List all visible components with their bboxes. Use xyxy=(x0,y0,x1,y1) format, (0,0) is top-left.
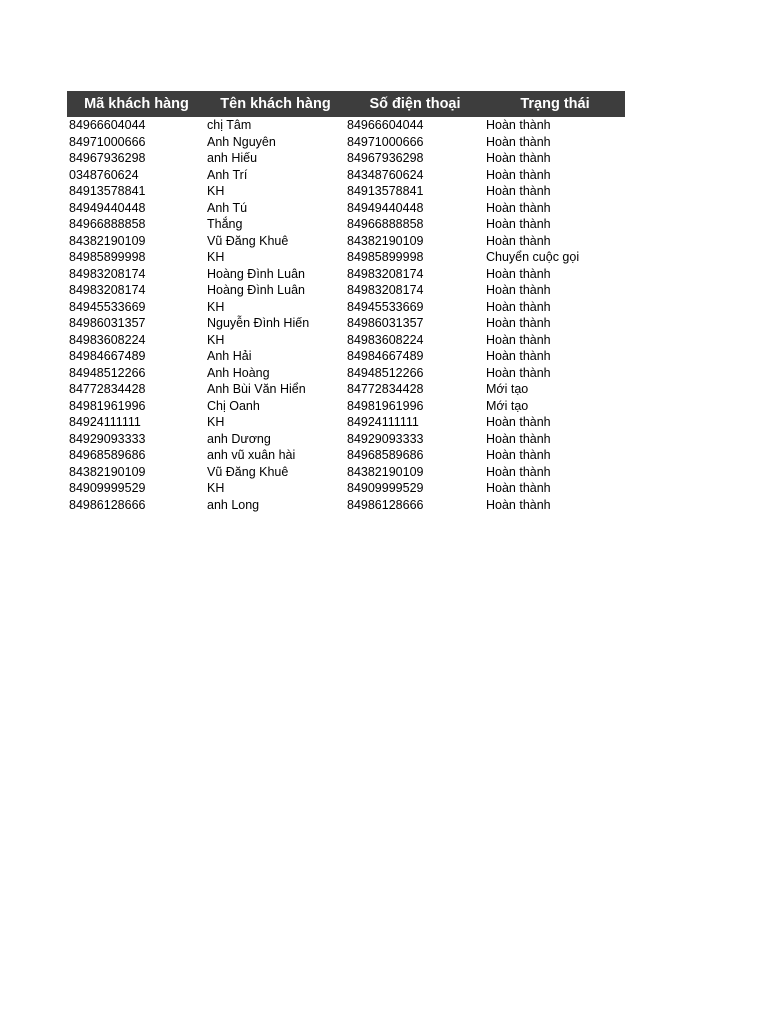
status-cell: Hoàn thành xyxy=(486,283,551,297)
customer-code-cell: 84945533669 xyxy=(69,299,146,314)
table-row xyxy=(67,183,625,200)
table-row xyxy=(67,365,625,382)
customer-code-cell: 84968589686 xyxy=(69,448,146,462)
customer-code-cell: 84967936298 xyxy=(69,151,146,165)
status-cell: Hoàn thành xyxy=(486,497,551,512)
phone-number-cell: 84382190109 xyxy=(347,464,424,479)
phone-number-cell: 84966888858 xyxy=(347,217,424,231)
customer-code-cell: 84981961996 xyxy=(69,398,146,413)
customer-code-cell: 84913578841 xyxy=(69,184,146,198)
customer-code-cell: 84949440448 xyxy=(69,200,146,215)
table-row xyxy=(67,200,625,217)
phone-number-cell: 84981961996 xyxy=(347,398,424,413)
phone-number-cell: 84967936298 xyxy=(347,151,424,165)
customer-code-cell: 84966604044 xyxy=(69,118,146,132)
table-row xyxy=(67,167,625,184)
customer-name-cell: KH xyxy=(207,415,225,429)
table-row xyxy=(67,381,625,398)
customer-name-cell: Anh Hoàng xyxy=(207,365,270,380)
table-row xyxy=(67,117,625,134)
phone-number-cell: 84382190109 xyxy=(347,233,424,248)
customer-name-cell: KH xyxy=(207,332,225,347)
customer-name-cell: Chị Oanh xyxy=(207,398,260,413)
customer-code-cell: 84909999529 xyxy=(69,481,146,495)
customer-code-cell: 84924111111 xyxy=(69,415,141,429)
customer-name-cell: Nguyễn Đình Hiến xyxy=(207,316,310,330)
status-cell: Hoàn thành xyxy=(486,200,551,215)
customer-code-cell: 84984667489 xyxy=(69,349,146,363)
status-cell: Hoàn thành xyxy=(486,349,551,363)
table-row xyxy=(67,249,625,266)
customer-name-cell: KH xyxy=(207,184,225,198)
customer-name-cell: KH xyxy=(207,481,225,495)
status-cell: Hoàn thành xyxy=(486,365,551,380)
customer-code-cell: 84382190109 xyxy=(69,464,146,479)
customer-name-cell: KH xyxy=(207,250,225,264)
customer-code-cell: 84986031357 xyxy=(69,316,146,330)
table-row xyxy=(67,266,625,283)
header-status: Trạng thái xyxy=(485,91,625,117)
phone-number-cell: 84971000666 xyxy=(347,134,424,149)
table-row xyxy=(67,332,625,349)
table-row xyxy=(67,497,625,514)
customer-code-cell: 84772834428 xyxy=(69,382,146,396)
customer-code-cell: 84983208174 xyxy=(69,283,146,297)
table-row xyxy=(67,216,625,233)
customer-code-cell: 84983208174 xyxy=(69,266,146,281)
table-row xyxy=(67,480,625,497)
customer-sheet xyxy=(67,91,625,513)
customer-code-cell: 84382190109 xyxy=(69,233,146,248)
customer-name-cell: Vũ Đăng Khuê xyxy=(207,233,289,248)
phone-number-cell: 84966604044 xyxy=(347,118,424,132)
status-cell: Hoàn thành xyxy=(486,134,551,149)
table-row xyxy=(67,414,625,431)
status-cell: Hoàn thành xyxy=(486,167,551,182)
table-row xyxy=(67,431,625,448)
customer-code-cell: 84986128666 xyxy=(69,497,146,512)
customer-name-cell: Anh Hải xyxy=(207,349,252,363)
header-customer-name: Tên khách hàng xyxy=(206,91,345,117)
status-cell: Hoàn thành xyxy=(486,481,551,495)
customer-code-cell: 84983608224 xyxy=(69,332,146,347)
phone-number-cell: 84924111111 xyxy=(347,415,419,429)
customer-code-cell: 84971000666 xyxy=(69,134,146,149)
phone-number-cell: 84913578841 xyxy=(347,184,424,198)
customer-name-cell: anh vũ xuân hài xyxy=(207,448,296,462)
status-cell: Hoàn thành xyxy=(486,217,551,231)
table-body xyxy=(67,117,625,513)
status-cell: Hoàn thành xyxy=(486,431,551,446)
table-row xyxy=(67,299,625,316)
phone-number-cell: 84984667489 xyxy=(347,349,424,363)
customer-code-cell: 84929093333 xyxy=(69,431,146,446)
customer-name-cell: Hoàng Đình Luân xyxy=(207,266,305,281)
customer-name-cell: Anh Nguyên xyxy=(207,134,276,149)
table-row xyxy=(67,447,625,464)
customer-code-cell: 84985899998 xyxy=(69,250,146,264)
status-cell: Hoàn thành xyxy=(486,464,551,479)
customer-name-cell: Anh Bùi Văn Hiển xyxy=(207,382,306,396)
phone-number-cell: 84772834428 xyxy=(347,382,424,396)
phone-number-cell: 84983608224 xyxy=(347,332,424,347)
table-row xyxy=(67,282,625,299)
customer-name-cell: chị Tâm xyxy=(207,118,252,132)
phone-number-cell: 84986128666 xyxy=(347,497,424,512)
customer-code-cell: 0348760624 xyxy=(69,167,139,182)
phone-number-cell: 84983208174 xyxy=(347,283,424,297)
table-row xyxy=(67,150,625,167)
phone-number-cell: 84949440448 xyxy=(347,200,424,215)
customer-code-cell: 84948512266 xyxy=(69,365,146,380)
status-cell: Hoàn thành xyxy=(486,448,551,462)
phone-number-cell: 84983208174 xyxy=(347,266,424,281)
table-row xyxy=(67,464,625,481)
status-cell: Hoàn thành xyxy=(486,266,551,281)
table-header xyxy=(67,91,625,117)
customer-code-cell: 84966888858 xyxy=(69,217,146,231)
customer-name-cell: Hoàng Đình Luân xyxy=(207,283,305,297)
status-cell: Hoàn thành xyxy=(486,233,551,248)
customer-name-cell: Vũ Đăng Khuê xyxy=(207,464,289,479)
header-phone-number: Số điện thoại xyxy=(345,91,485,117)
customer-name-cell: anh Dương xyxy=(207,431,271,446)
status-cell: Mới tạo xyxy=(486,382,529,396)
customer-name-cell: anh Hiếu xyxy=(207,151,258,165)
phone-number-cell: 84945533669 xyxy=(347,299,424,314)
status-cell: Chuyển cuộc gọi xyxy=(486,250,580,264)
phone-number-cell: 84348760624 xyxy=(347,167,424,182)
table-row xyxy=(67,134,625,151)
table-row xyxy=(67,233,625,250)
status-cell: Hoàn thành xyxy=(486,299,551,314)
status-cell: Hoàn thành xyxy=(486,332,551,347)
header-row xyxy=(67,91,625,117)
table-row xyxy=(67,315,625,332)
phone-number-cell: 84968589686 xyxy=(347,448,424,462)
status-cell: Hoàn thành xyxy=(486,316,551,330)
customer-table xyxy=(67,91,625,513)
header-customer-code: Mã khách hàng xyxy=(67,91,206,117)
phone-number-cell: 84929093333 xyxy=(347,431,424,446)
phone-number-cell: 84948512266 xyxy=(347,365,424,380)
phone-number-cell: 84909999529 xyxy=(347,481,424,495)
customer-name-cell: Anh Trí xyxy=(207,167,248,182)
status-cell: Mới tạo xyxy=(486,398,529,413)
status-cell: Hoàn thành xyxy=(486,118,551,132)
customer-name-cell: Thắng xyxy=(207,217,243,231)
table-row xyxy=(67,398,625,415)
table-row xyxy=(67,348,625,365)
status-cell: Hoàn thành xyxy=(486,415,551,429)
phone-number-cell: 84986031357 xyxy=(347,316,424,330)
status-cell: Hoàn thành xyxy=(486,184,551,198)
phone-number-cell: 84985899998 xyxy=(347,250,424,264)
customer-name-cell: KH xyxy=(207,299,225,314)
customer-name-cell: Anh Tú xyxy=(207,200,248,215)
status-cell: Hoàn thành xyxy=(486,151,551,165)
customer-name-cell: anh Long xyxy=(207,497,260,512)
